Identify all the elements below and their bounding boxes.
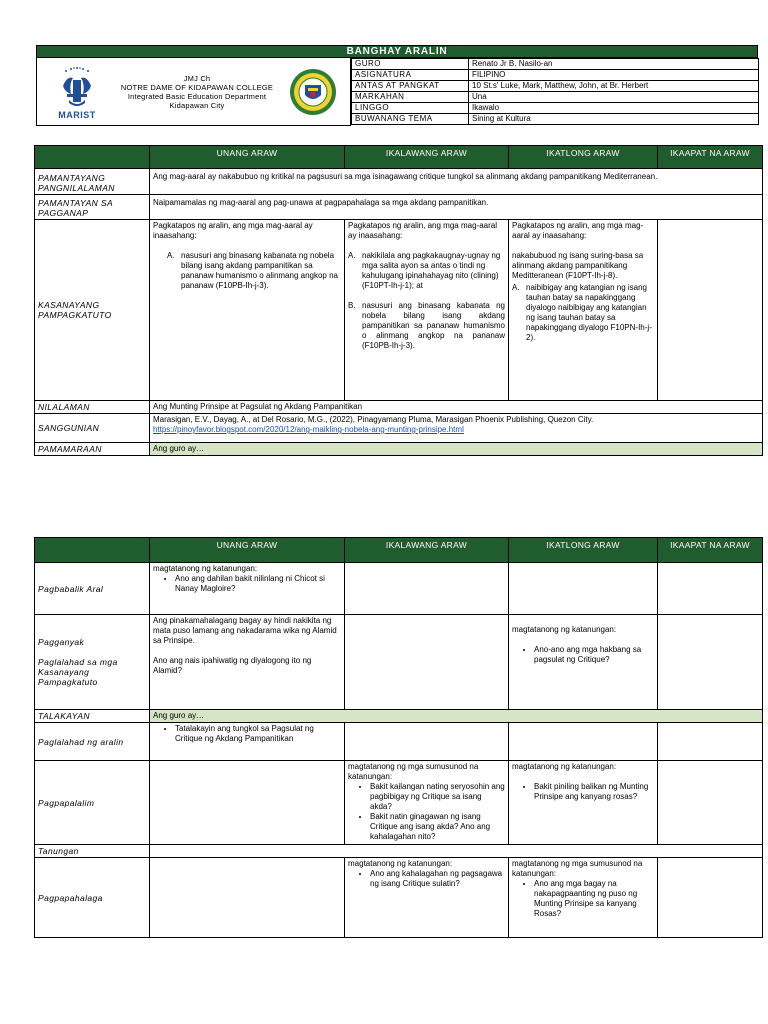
pagpapalalim3-intro: magtatanong ng katanungan: (512, 762, 617, 771)
k2-item-b (348, 301, 505, 351)
k2-item-a (348, 251, 505, 291)
k1-item-a (153, 251, 341, 291)
row-label-pagganyak: Pagganyak (38, 637, 85, 647)
k2-a-text: nakikilala ang pagkakaugnay-ugnay ng mga salita ayon sa antas o tindi ng kahulugang ipinahahayag nito (clining) (F10PT-Ih-j-1); at (362, 251, 501, 290)
row-label-pamantayang: PAMANTAYANG PANGNILALAMAN (35, 169, 150, 195)
paglalahad-day-2 (345, 723, 509, 761)
info-label: MARKAHAN (352, 92, 469, 103)
k1-a-text: nasusuri ang binasang kabanata ng nobela bilang isang akdang pampanitikan sa pananaw humanismo o alinmang angkop na pananaw (F10PB-Ih-j-3). (181, 251, 338, 290)
pagganyak3-intro: magtatanong ng katanungan: (512, 625, 617, 634)
k3-a-text: naibibigay ang katangian ng isang tauhan batay sa napakinggang diyalogo naibibigay ang katangian ng isang tauhan batay sa napakinggang diyalogo F10PN-Ih-j-2). (526, 283, 652, 342)
pagganyak-day-4 (658, 615, 763, 710)
marist-logo (55, 64, 99, 122)
row-label-pagpapahalaga: Pagpapahalaga (35, 858, 150, 938)
info-label: ANTAS AT PANGKAT (352, 81, 469, 92)
pagpapahalaga-day-4 (658, 858, 763, 938)
pagpapalalim-day-2 (345, 761, 509, 845)
kasanayang-day-4 (658, 220, 763, 401)
kasanayang-day-1 (150, 220, 345, 401)
info-row (352, 103, 759, 114)
pagpapalalim2-question-2: • Bakit natin ginagawan ng isang Critique ang isang akda? Ano ang kahalagahan nito? (370, 812, 505, 842)
header-day-2: IKALAWANG ARAW (345, 146, 509, 169)
pagbabalik-question: • Ano ang dahilan bakit nilinlang ni Chicot si Nanay Magloire? (175, 574, 341, 594)
row-label-paglalahad-kasanayang: Paglalahad sa mga Kasanayang Pampagkatuto (38, 657, 118, 687)
pagganap-text: Naipamamalas ng mag-aaral ang pag-unawa at pagpapahalaga sa mga akdang pampanitikan. (150, 195, 763, 220)
pagbabalik-list (153, 574, 341, 594)
pagpapalalim3-question: • Bakit piniling balikan ng Munting Prinsipe ang kanyang rosas? (534, 782, 654, 802)
school-name: NOTRE DAME OF KIDAPAWAN COLLEGE (120, 83, 274, 92)
pagbabalik-intro: magtatanong ng katanungan: (153, 564, 258, 573)
paglalahad-list (153, 724, 341, 744)
row-label-kasanayang: KASANAYANG PAMPAGKATUTO (35, 220, 150, 401)
pagpapalalim-day-3 (509, 761, 658, 845)
info-row (352, 59, 759, 70)
header-school-block (36, 58, 351, 126)
info-label: BUWANANG TEMA (352, 114, 469, 125)
school-department: Integrated Basic Education Department (127, 92, 267, 101)
info-label: ASIGNATURA (352, 70, 469, 81)
sanggunian-cell (150, 414, 763, 443)
row-label-pagganap: PAMANTAYAN SA PAGGANAP (35, 195, 150, 220)
pagpapahalaga2-intro: magtatanong ng katanungan: (348, 859, 453, 868)
pagpapahalaga3-list (512, 879, 654, 919)
school-code: JMJ Ch (183, 74, 211, 83)
corner-cell-2 (35, 538, 150, 563)
pagpapalalim2-list (348, 782, 505, 842)
school-text (107, 74, 287, 110)
sanggunian-text: Marasigan, E.V., Dayag, A., at Del Rosario, M.G., (2022), Pinagyamang Pluma, Marasigan Phoenix Publishing, Quezon City. (153, 415, 594, 424)
pagpapahalaga3-question: • Ano ang mga bagay na nakapagpaanting ng puso ng Munting Prinsipe sa kanyang Rosas? (534, 879, 654, 919)
k1-intro: Pagkatapos ng aralin, ang mga mag-aaral ay inaasahang: (153, 221, 313, 240)
info-row (352, 114, 759, 125)
kasanayang-day-3 (509, 220, 658, 401)
pagganyak-day-3 (509, 615, 658, 710)
info-value: Renato Jr B. Nasilo-an (469, 59, 759, 70)
header-day-4-b: IKAAPAT NA ARAW (658, 538, 763, 563)
document-title: BANGHAY ARALIN (346, 46, 448, 57)
pagpapahalaga-day-3 (509, 858, 658, 938)
pamamaraan-text: Ang guro ay… (150, 443, 763, 456)
pagpapahalaga-day-1 (150, 858, 345, 938)
k2-intro: Pagkatapos ng aralin, ang mga mag-aaral ay inaasahang: (348, 221, 497, 240)
row-label-paglalahad: Paglalahad ng aralin (35, 723, 150, 761)
info-value: FILIPINO (469, 70, 759, 81)
pagganyak-day-1 (150, 615, 345, 710)
pagpapahalaga3-intro: magtatanong ng mga sumusunod na katanungan: (512, 859, 643, 878)
pagganyak-text-2: Ano ang nais ipahiwatig ng diyalogong ito ng Alamid? (153, 656, 312, 675)
header-day-2-b: IKALAWANG ARAW (345, 538, 509, 563)
school-seal (289, 68, 337, 116)
lesson-table-2 (34, 537, 763, 938)
info-value: Sining at Kultura (469, 114, 759, 125)
pagpapalalim-day-1 (150, 761, 345, 845)
k3-text: nakabubuod ng isang suring-basa sa alinmang akdang pampanitikang Meditteranean (F10PT-Ih-j-8). (512, 251, 644, 280)
pagganyak3-question: • Ano-ano ang mga hakbang sa pagsulat ng Critique? (534, 645, 654, 665)
sanggunian-link[interactable]: https://pinoyfavor.blogspot.com/2020/12/ang-maikling-nobela-ang-munting-prinsipe.html (153, 425, 464, 434)
pagpapalalim3-list (512, 782, 654, 802)
header-day-3: IKATLONG ARAW (509, 146, 658, 169)
pagpapahalaga-day-2 (345, 858, 509, 938)
info-row (352, 92, 759, 103)
corner-cell (35, 146, 150, 169)
k2-a-marker: A. (348, 251, 356, 260)
pagbabalik-day-4 (658, 563, 763, 615)
header-info-table (351, 58, 759, 125)
row-label-pagpapalalim: Pagpapalalim (35, 761, 150, 845)
kasanayang-day-2 (345, 220, 509, 401)
pagpapalalim-day-4 (658, 761, 763, 845)
pagpapahalaga2-list (348, 869, 505, 889)
pagganyak-day-2 (345, 615, 509, 710)
school-city: Kidapawan City (169, 101, 225, 110)
paglalahad-day-4 (658, 723, 763, 761)
header-day-3-b: IKATLONG ARAW (509, 538, 658, 563)
info-label: LINGGO (352, 103, 469, 114)
info-value: Una (469, 92, 759, 103)
row-label-nilalaman: NILALAMAN (35, 401, 150, 414)
k3-item-a (512, 283, 654, 343)
k3-a-marker: A. (512, 283, 520, 292)
row-label-talakayan: TALAKAYAN (35, 710, 150, 723)
header-day-4: IKAAPAT NA ARAW (658, 146, 763, 169)
nilalaman-text: Ang Munting Prinsipe at Pagsulat ng Akdang Pampanitikan (150, 401, 763, 414)
k2-b-text: nasusuri ang binasang kabanata ng nobela bilang isang akdang pampanitikan sa pananaw humanismo o alinmang angkop na pananaw (F10PB-Ih-j-3). (362, 301, 505, 350)
info-value: 10 St.s' Luke, Mark, Matthew, John, at Br. Herbert (469, 81, 759, 92)
paglalahad-question: • Tatalakayin ang tungkol sa Pagsulat ng Critique ng Akdang Pampanitikan (175, 724, 341, 744)
pagpapalalim2-intro: magtatanong ng mga sumusunod na katanungan: (348, 762, 479, 781)
info-label: GURO (352, 59, 469, 70)
tanungan-text (150, 845, 763, 858)
header-day-1: UNANG ARAW (150, 146, 345, 169)
header-banner (36, 45, 758, 58)
info-row (352, 70, 759, 81)
row-label-sanggunian: SANGGUNIAN (35, 414, 150, 443)
k1-a-marker: A. (167, 251, 175, 260)
row-label-tanungan: Tanungan (35, 845, 150, 858)
school-seal-icon (289, 68, 337, 116)
header-day-1-b: UNANG ARAW (150, 538, 345, 563)
pagganyak3-list (512, 645, 654, 665)
pagganyak-text-1: Ang pinakamahalagang bagay ay hindi nakikita ng mata puso lamang ang nakadarama wika ng Alamid sa Prinsipe. (153, 616, 337, 645)
info-value: Ikawalo (469, 103, 759, 114)
pagpapahalaga2-question: • Ano ang kahalagahan ng pagsagawa ng isang Critique sulatin? (370, 869, 505, 889)
pagbabalik-day-2 (345, 563, 509, 615)
k3-intro: Pagkatapos ng aralin, ang mga mag-aaral ay inaasahang: (512, 221, 644, 240)
paglalahad-day-1 (150, 723, 345, 761)
pagbabalik-day-1 (150, 563, 345, 615)
pagpapalalim2-question-1: • Bakit kailangan nating seryosohin ang pagbibigay ng Critique sa isang akda? (370, 782, 505, 812)
talakayan-text: Ang guro ay… (150, 710, 763, 723)
row-label-pagbabalik: Pagbabalik Aral (35, 563, 150, 615)
lesson-table-1 (34, 145, 763, 456)
pamantayang-text: Ang mag-aaral ay nakabubuo ng kritikal na pagsusuri sa mga isinagawang critique tungkol sa alinmang akdang pampanitikang Mediterranean. (150, 169, 763, 195)
paglalahad-day-3 (509, 723, 658, 761)
info-row (352, 81, 759, 92)
pagganyak-label-cell (35, 615, 150, 710)
pagbabalik-day-3 (509, 563, 658, 615)
k2-b-marker: B. (348, 301, 356, 310)
row-label-pamamaraan: PAMAMARAAN (35, 443, 150, 456)
marist-logo-text: MARIST (58, 110, 96, 120)
